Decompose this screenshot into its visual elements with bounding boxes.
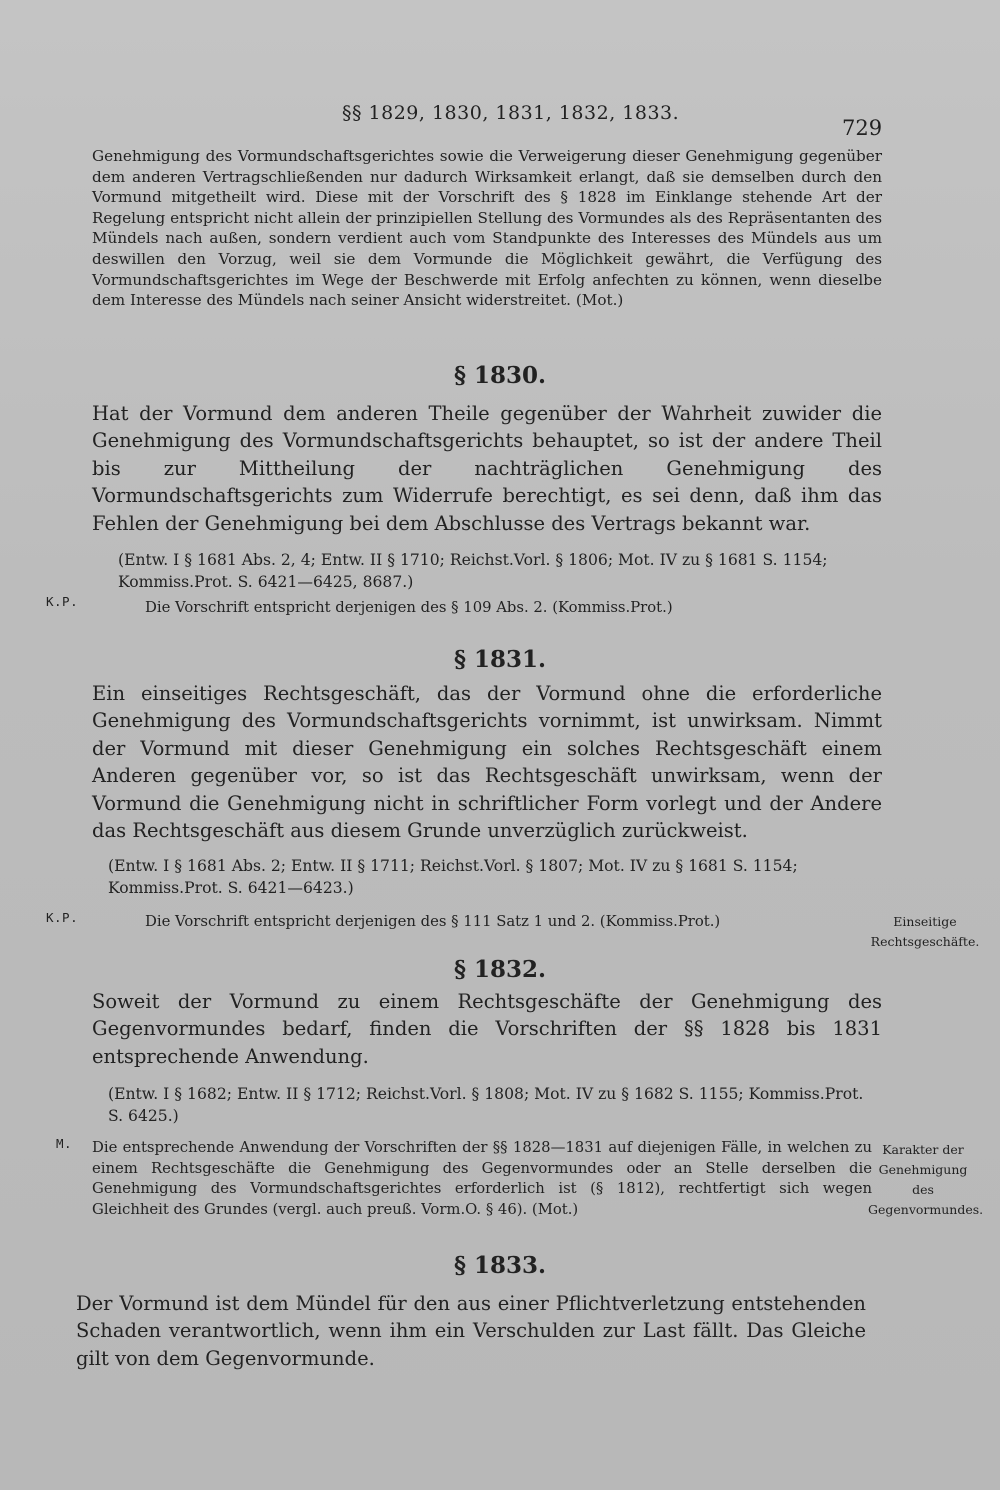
page-number: 729 xyxy=(842,116,883,140)
margin-note-1831: Einseitige Rechtsgeschäfte. xyxy=(870,914,980,949)
note-label-m-1832: M. xyxy=(56,1136,73,1151)
section-text-1830: Hat der Vormund dem anderen Theile gegenüber der Wahrheit zuwider die Genehmigung des Vormundschaftsgerichts behauptet, so ist der andere Theil bis zur Mittheilung der nachträglichen Genehmigung des Vormundschaftsgerichts zum Widerrufe berechtigt, es sei denn, daß ihm das Fehlen der Genehmigung bei dem Abschlusse des Vertrags bekannt war. xyxy=(92,402,882,535)
section-sources-1832: (Entw. I § 1682; Entw. II § 1712; Reichst.Vorl. § 1808; Mot. IV zu § 1682 S. 1155; Kommiss.Prot. S. 6425.) xyxy=(108,1085,864,1125)
note-label-kp-1831: K.P. xyxy=(46,910,79,925)
section-note-1831: Die Vorschrift entspricht derjenigen des § 111 Satz 1 und 2. (Kommiss.Prot.) xyxy=(145,913,721,930)
note-label-kp-1830: K.P. xyxy=(46,594,79,609)
margin-note-1832: Karakter der Genehmigung des Gegenvormundes. xyxy=(868,1142,984,1217)
section-title-1831: § 1831. xyxy=(453,646,547,673)
section-title-1833: § 1833. xyxy=(453,1252,547,1279)
section-text-1831: Ein einseitiges Rechtsgeschäft, das der Vormund ohne die erforderliche Genehmigung des Vormundschaftsgerichts vornimmt, ist unwirksam. Nimmt der Vormund mit dieser Genehmigung ein solches Rechtsgeschäft einem Anderen gegenüber vor, so ist das Rechtsgeschäft unwirksam, wenn der Vormund die Genehmigung nicht in schriftlicher Form vorlegt und der Andere das Rechtsgeschäft aus diesem Grunde unverzüglich zurückweist. xyxy=(92,682,882,843)
section-title-1832: § 1832. xyxy=(453,956,547,983)
section-note-1830: Die Vorschrift entspricht derjenigen des § 109 Abs. 2. (Kommiss.Prot.) xyxy=(145,599,673,616)
section-sources-1830: (Entw. I § 1681 Abs. 2, 4; Entw. II § 1710; Reichst.Vorl. § 1806; Mot. IV zu § 1681 S. 1154; Kommiss.Prot. S. 6421—6425, 8687.) xyxy=(118,551,828,591)
section-title-1830: § 1830. xyxy=(453,362,547,389)
intro-paragraph: Genehmigung des Vormundschaftsgerichtes sowie die Verweigerung dieser Genehmigung gegenüber dem anderen Vertragschließenden nur dadurch Wirksamkeit erlangt, daß sie demselben durch den Vormund mitgetheilt wird. Diese mit der Vorschrift des § 1828 im Einklange stehende Art der Regelung entspricht nicht allein der prinzipiellen Stellung des Vormundes als des Repräsentanten des Mündels nach außen, sondern verdient auch vom Standpunkte des Interesses des Mündels aus um deswillen den Vorzug, weil sie dem Vormunde die Möglichkeit gewährt, die Verfügung des Vormundschaftsgerichtes im Wege der Beschwerde mit Erfolg anfechten zu können, wenn dieselbe dem Interesse des Mündels nach seiner Ansicht widerstreitet. (Mot.) xyxy=(92,147,882,310)
section-text-1833: Der Vormund ist dem Mündel für den aus einer Pflichtverletzung entstehenden Schaden verantwortlich, wenn ihm ein Verschulden zur Last fällt. Das Gleiche gilt von dem Gegenvormunde. xyxy=(76,1292,866,1370)
page-header xyxy=(0,102,1000,140)
section-note-1832: Die entsprechende Anwendung der Vorschriften der §§ 1828—1831 auf diejenigen Fälle, in welchen zu einem Rechtsgeschäfte die Genehmigung des Gegenvormundes oder an Stelle derselben die Genehmigung des Vormundschaftsgerichtes erforderlich ist (§ 1812), rechtfertigt sich wegen Gleichheit des Grundes (vergl. auch preuß. Vorm.O. § 46). (Mot.) xyxy=(92,1139,872,1218)
running-title: §§ 1829, 1830, 1831, 1832, 1833. xyxy=(342,102,680,124)
section-text-1832: Soweit der Vormund zu einem Rechtsgeschäfte der Genehmigung des Gegenvormundes bedarf, finden die Vorschriften der §§ 1828 bis 1831 entsprechende Anwendung. xyxy=(92,990,882,1068)
section-sources-1831: (Entw. I § 1681 Abs. 2; Entw. II § 1711; Reichst.Vorl. § 1807; Mot. IV zu § 1681 S. 1154; Kommiss.Prot. S. 6421—6423.) xyxy=(108,857,798,897)
